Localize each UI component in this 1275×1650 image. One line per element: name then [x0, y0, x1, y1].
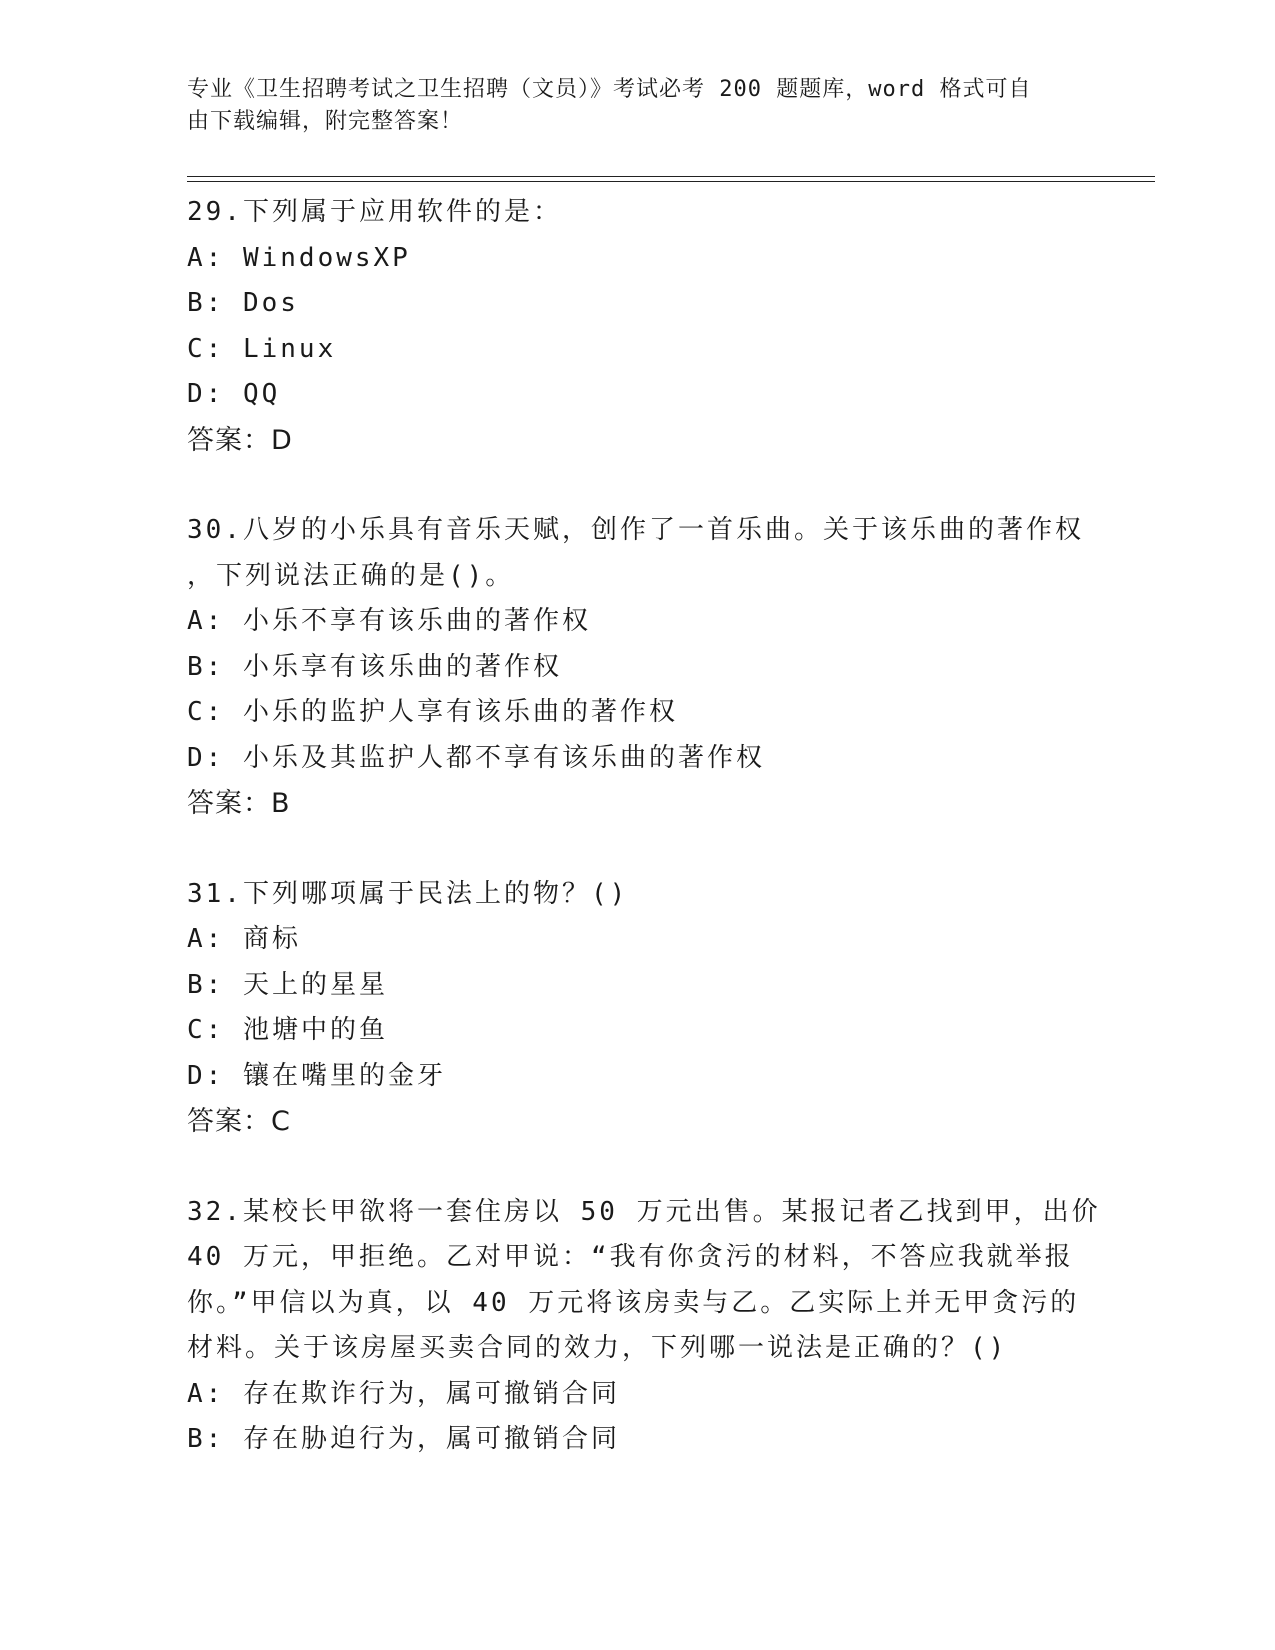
option-a: A: 商标	[187, 924, 301, 954]
question-29	[187, 190, 1087, 463]
document-header	[187, 74, 1067, 138]
question-30	[187, 508, 1087, 827]
question-spacer	[187, 463, 1087, 508]
option-d: D: QQ	[187, 379, 281, 409]
option-a: A: 小乐不享有该乐曲的著作权	[187, 606, 591, 636]
question-stem: 32.某校长甲欲将一套住房以 50 万元出售。某报记者乙找到甲，出价	[187, 1196, 1101, 1227]
answer-label: 答案：C	[187, 1106, 291, 1137]
option-c: C: 小乐的监护人享有该乐曲的著作权	[187, 697, 678, 727]
option-b: B: 小乐享有该乐曲的著作权	[187, 651, 562, 682]
question-spacer	[187, 827, 1087, 872]
option-d: D: 镶在嘴里的金牙	[187, 1060, 446, 1091]
option-c: C: Linux	[187, 333, 337, 364]
question-stem: 材料。关于该房屋买卖合同的效力，下列哪一说法是正确的？()	[187, 1333, 1008, 1363]
option-b: B: 天上的星星	[187, 969, 388, 1000]
option-c: C: 池塘中的鱼	[187, 1015, 388, 1045]
question-32	[187, 1190, 1101, 1463]
answer-label: 答案：B	[187, 788, 291, 819]
question-stem: 40 万元，甲拒绝。乙对甲说：“我有你贪污的材料，不答应我就举报	[187, 1242, 1074, 1272]
question-list	[187, 190, 1101, 1463]
option-b: B: 存在胁迫行为，属可撤销合同	[187, 1424, 620, 1454]
header-divider-bottom	[187, 181, 1155, 182]
question-stem: 30.八岁的小乐具有音乐天赋，创作了一首乐曲。关于该乐曲的著作权	[187, 515, 1084, 545]
header-line-2: 由下载编辑，附完整答案！	[187, 109, 464, 134]
question-stem: 29.下列属于应用软件的是：	[187, 197, 562, 227]
question-stem: 31.下列哪项属于民法上的物？()	[187, 878, 629, 909]
question-stem: ，下列说法正确的是()。	[187, 560, 515, 591]
question-spacer	[187, 1145, 1087, 1190]
question-stem: 你。”甲信以为真，以 40 万元将该房卖与乙。乙实际上并无甲贪污的	[187, 1287, 1080, 1318]
header-divider-top	[187, 176, 1155, 177]
answer-label: 答案：D	[187, 424, 293, 456]
option-a: A: WindowsXP	[187, 242, 411, 273]
question-31	[187, 872, 1087, 1145]
option-d: D: 小乐及其监护人都不享有该乐曲的著作权	[187, 742, 765, 773]
header-line-1: 专业《卫生招聘考试之卫生招聘（文员）》考试必考 200 题题库，word 格式可自	[187, 77, 1032, 102]
option-b: B: Dos	[187, 288, 299, 318]
option-a: A: 存在欺诈行为，属可撤销合同	[187, 1378, 620, 1409]
